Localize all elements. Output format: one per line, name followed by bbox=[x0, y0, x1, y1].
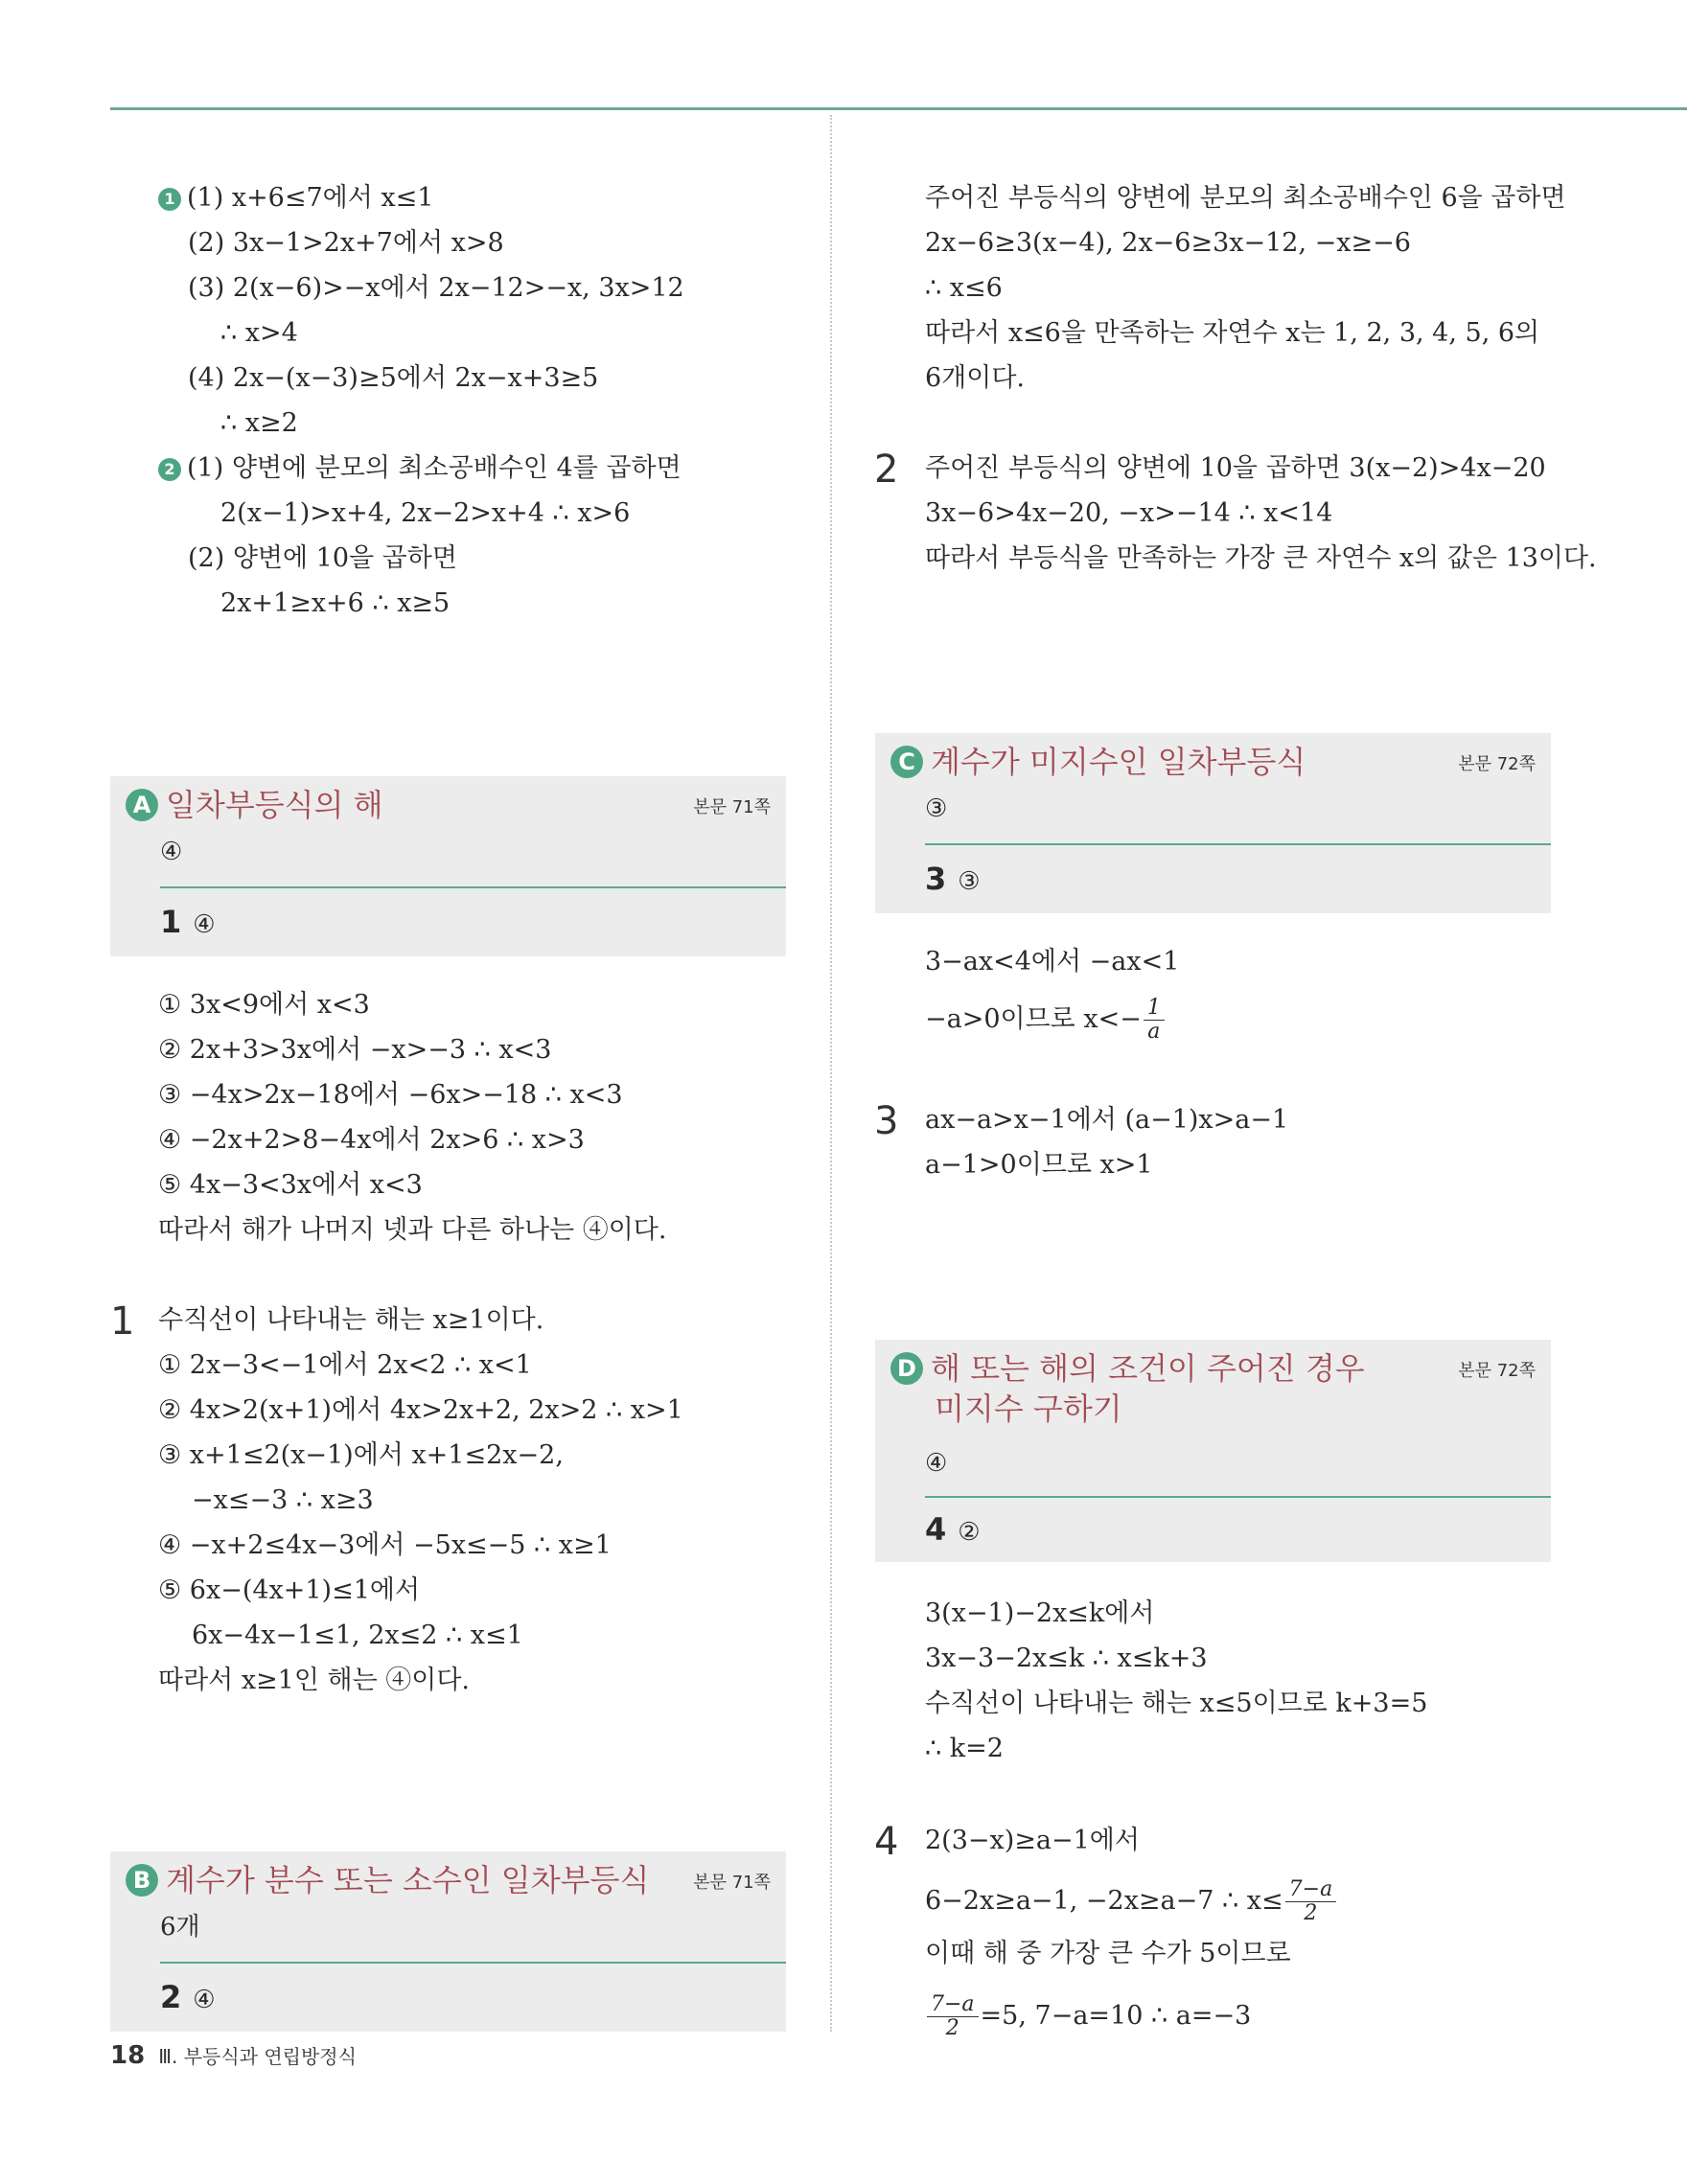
problem-number: 4 ② bbox=[925, 1511, 981, 1548]
line: 1 (1) x+6≤7에서 x≤1 bbox=[158, 182, 433, 215]
line: −a>0이므로 x<− $\frac{1}{a}$ bbox=[925, 997, 1167, 1044]
line: ⑤ 6x−(4x+1)≤1에서 bbox=[158, 1575, 421, 1605]
line: 2 (1) 양변에 분모의 최소공배수인 4를 곱하면 bbox=[158, 452, 682, 485]
problem-number: 3 ③ bbox=[925, 861, 981, 897]
line: a−1>0이므로 x>1 bbox=[925, 1150, 1153, 1180]
line: ② 2x+3>3x에서 −x>−3 ∴ x<3 bbox=[158, 1035, 552, 1065]
section-title: D 해 또는 해의 조건이 주어진 경우 bbox=[890, 1349, 1365, 1388]
section-answer: ③ bbox=[925, 794, 948, 823]
line: 3−ax<4에서 −ax<1 bbox=[925, 947, 1180, 977]
line: ④ −x+2≤4x−3에서 −5x≤−5 ∴ x≥1 bbox=[158, 1530, 612, 1560]
section-badge: C bbox=[890, 746, 923, 778]
line: ∴ x>4 bbox=[220, 318, 298, 348]
line: 3x−6>4x−20, −x>−14 ∴ x<14 bbox=[925, 498, 1333, 528]
column-divider bbox=[830, 115, 832, 2032]
chapter-title: Ⅲ. 부등식과 연립방정식 bbox=[158, 2045, 357, 2068]
line: ax−a>x−1에서 (a−1)x>a−1 bbox=[925, 1105, 1289, 1135]
line: ② 4x>2(x+1)에서 4x>2x+2, 2x>2 ∴ x>1 bbox=[158, 1395, 683, 1425]
question-number: 1 bbox=[110, 1299, 135, 1344]
header-rule bbox=[110, 107, 1687, 110]
section-title: A 일차부등식의 해 bbox=[126, 786, 383, 824]
line: ④ −2x+2>8−4x에서 2x>6 ∴ x>3 bbox=[158, 1125, 585, 1155]
line: 3(x−1)−2x≤k에서 bbox=[925, 1598, 1155, 1628]
line: ⑤ 4x−3<3x에서 x<3 bbox=[158, 1170, 423, 1200]
section-box-b bbox=[110, 1851, 786, 2032]
page-reference: 본문 72쪽 bbox=[1458, 1361, 1536, 1381]
line: ① 2x−3<−1에서 2x<2 ∴ x<1 bbox=[158, 1350, 532, 1380]
page-reference: 본문 71쪽 bbox=[693, 1873, 771, 1893]
line: ③ −4x>2x−18에서 −6x>−18 ∴ x<3 bbox=[158, 1080, 623, 1110]
question-number: 4 bbox=[874, 1820, 899, 1864]
section-answer: 6개 bbox=[160, 1913, 200, 1942]
line: 6개이다. bbox=[925, 363, 1026, 393]
problem-number: 1 ④ bbox=[160, 904, 216, 940]
line: 2(x−1)>x+4, 2x−2>x+4 ∴ x>6 bbox=[220, 498, 631, 528]
divider bbox=[925, 843, 1551, 845]
line: 2x+1≥x+6 ∴ x≥5 bbox=[220, 588, 451, 618]
problem-number: 2 ④ bbox=[160, 1979, 216, 2015]
line: ① 3x<9에서 x<3 bbox=[158, 990, 370, 1020]
section-badge: B bbox=[126, 1864, 158, 1897]
line: 주어진 부등식의 양변에 10을 곱하면 3(x−2)>4x−20 bbox=[925, 453, 1546, 483]
number-badge: 1 bbox=[158, 188, 181, 211]
line: 3x−3−2x≤k ∴ x≤k+3 bbox=[925, 1644, 1208, 1673]
line: 이때 해 중 가장 큰 수가 5이므로 bbox=[925, 1939, 1291, 1968]
line: 6−2x≥a−1, −2x≥a−7 ∴ x≤ $\frac{7-a}{2}$ bbox=[925, 1878, 1338, 1925]
section-box-c bbox=[875, 733, 1551, 913]
line: 수직선이 나타내는 해는 x≥1이다. bbox=[158, 1305, 544, 1335]
line: 따라서 x≥1인 해는 ④이다. bbox=[158, 1666, 471, 1695]
line: ∴ k=2 bbox=[925, 1734, 1004, 1763]
line: ③ x+1≤2(x−1)에서 x+1≤2x−2, bbox=[158, 1440, 564, 1470]
line: (2) 양변에 10을 곱하면 bbox=[188, 543, 457, 573]
line: 따라서 부등식을 만족하는 가장 큰 자연수 x의 값은 13이다. bbox=[925, 543, 1597, 573]
question-number: 2 bbox=[874, 448, 899, 492]
section-title: B 계수가 분수 또는 소수인 일차부등식 bbox=[126, 1861, 649, 1899]
fraction: $\frac{1}{a}$ bbox=[1144, 997, 1165, 1044]
line: (3) 2(x−6)>−x에서 2x−12>−x, 3x>12 bbox=[188, 273, 684, 303]
divider bbox=[160, 1962, 786, 1964]
section-title-line2: 미지수 구하기 bbox=[935, 1391, 1122, 1427]
divider bbox=[925, 1496, 1551, 1498]
divider bbox=[160, 886, 786, 888]
question-number: 3 bbox=[874, 1099, 899, 1143]
section-badge: A bbox=[126, 789, 158, 821]
line: 6x−4x−1≤1, 2x≤2 ∴ x≤1 bbox=[192, 1621, 523, 1650]
section-box-a bbox=[110, 776, 786, 956]
page-reference: 본문 72쪽 bbox=[1458, 754, 1536, 774]
section-title: C 계수가 미지수인 일차부등식 bbox=[890, 743, 1306, 781]
line: 따라서 해가 나머지 넷과 다른 하나는 ④이다. bbox=[158, 1215, 667, 1245]
line: 수직선이 나타내는 해는 x≤5이므로 k+3=5 bbox=[925, 1689, 1428, 1718]
section-badge: D bbox=[890, 1352, 923, 1385]
line: ∴ x≤6 bbox=[925, 273, 1003, 303]
fraction: $\frac{7-a}{2}$ bbox=[1285, 1878, 1337, 1925]
line: (2) 3x−1>2x+7에서 x>8 bbox=[188, 228, 504, 258]
line: 2x−6≥3(x−4), 2x−6≥3x−12, −x≥−6 bbox=[925, 228, 1411, 258]
section-answer: ④ bbox=[925, 1449, 948, 1478]
line: 2(3−x)≥a−1에서 bbox=[925, 1826, 1140, 1855]
page-number: 18 bbox=[110, 2041, 146, 2070]
fraction: $\frac{7-a}{2}$ bbox=[927, 1993, 979, 2040]
number-badge: 2 bbox=[158, 458, 181, 481]
page-reference: 본문 71쪽 bbox=[693, 797, 771, 817]
section-answer: ④ bbox=[160, 838, 183, 866]
section-box-d bbox=[875, 1340, 1551, 1562]
line: −x≤−3 ∴ x≥3 bbox=[192, 1485, 374, 1515]
line: 따라서 x≤6을 만족하는 자연수 x는 1, 2, 3, 4, 5, 6의 bbox=[925, 318, 1540, 348]
line: (4) 2x−(x−3)≥5에서 2x−x+3≥5 bbox=[188, 363, 599, 393]
line: $\frac{7-a}{2}$ =5, 7−a=10 ∴ a=−3 bbox=[925, 1993, 1251, 2040]
page-footer bbox=[110, 2041, 357, 2070]
line: 주어진 부등식의 양변에 분모의 최소공배수인 6을 곱하면 bbox=[925, 183, 1566, 213]
line: ∴ x≥2 bbox=[220, 408, 298, 438]
